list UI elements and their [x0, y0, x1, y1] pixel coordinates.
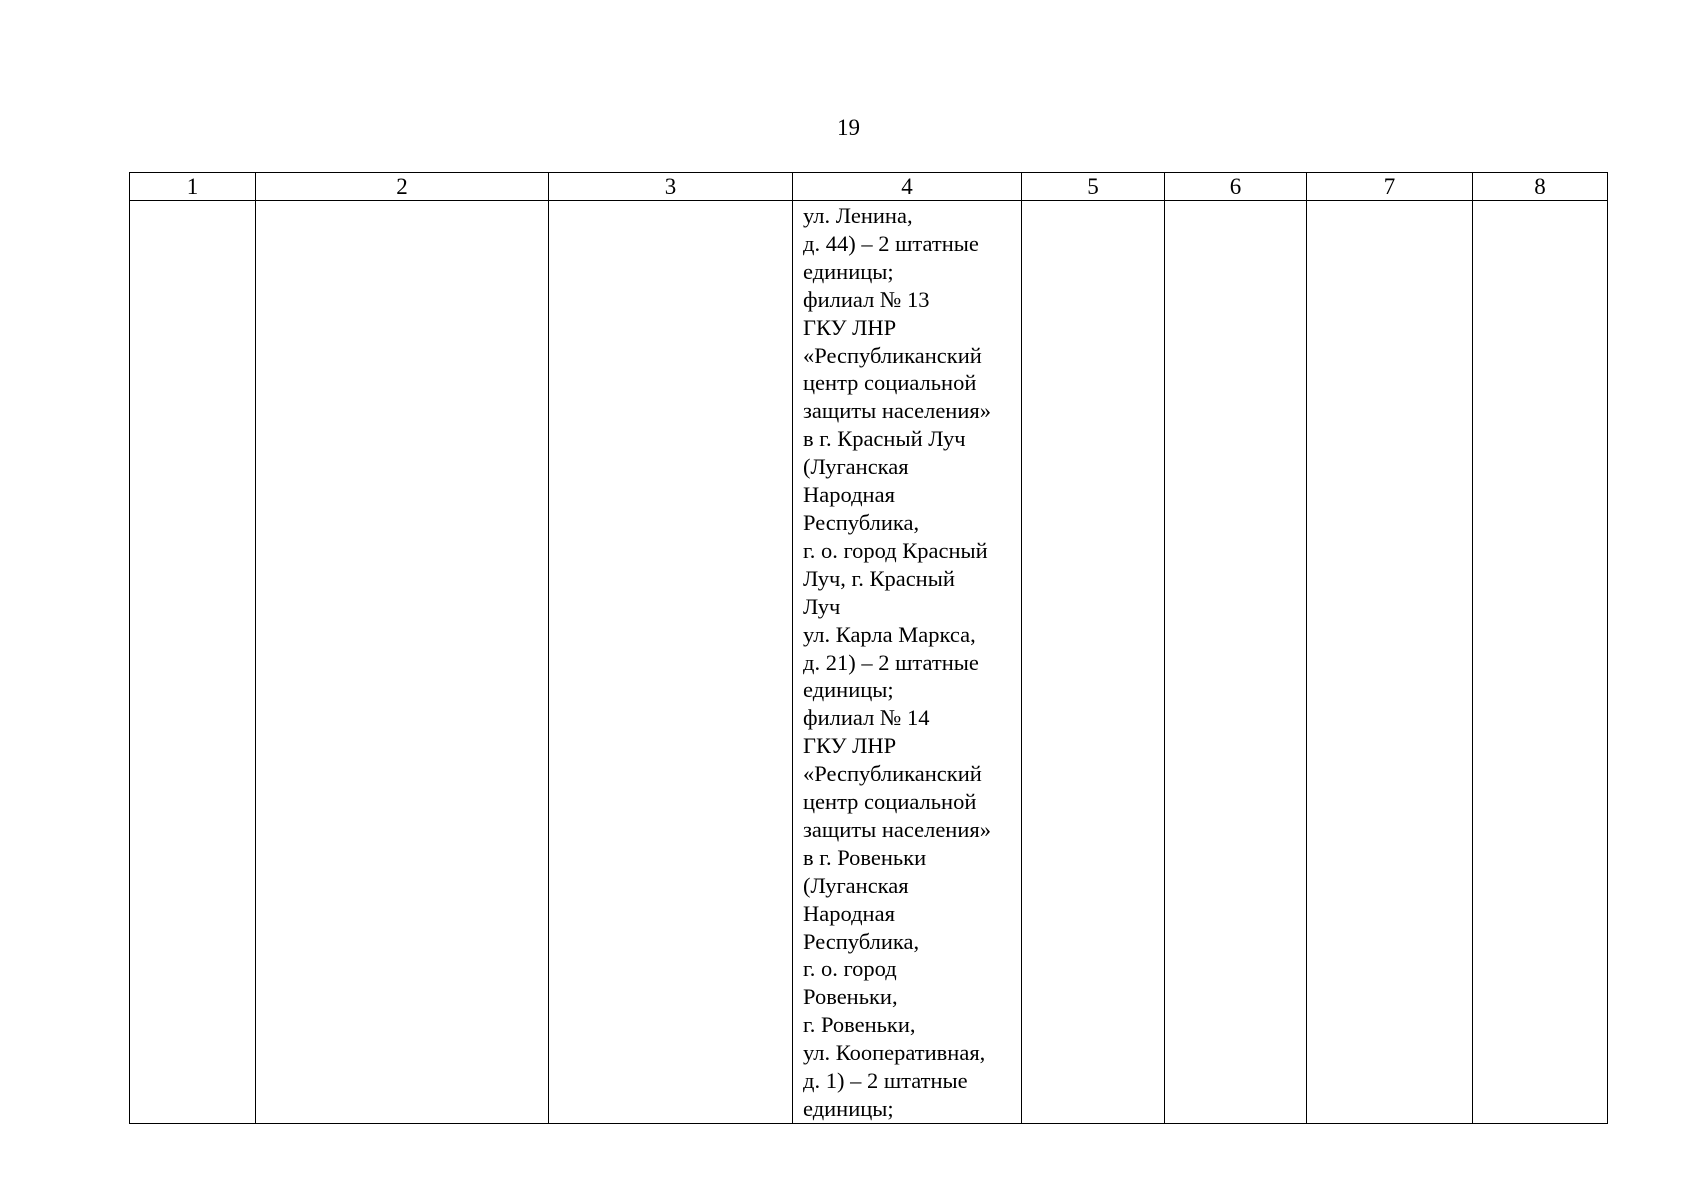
- text-line: единицы;: [803, 677, 894, 703]
- text-line: «Республиканский: [803, 342, 982, 368]
- text-line: филиал № 14: [803, 705, 930, 731]
- text-line: единицы;: [803, 258, 894, 284]
- text-line: Луч: [803, 593, 841, 619]
- cell-col-3: [549, 201, 793, 1124]
- column-header-7: 7: [1307, 173, 1473, 201]
- text-line: г. о. город: [803, 956, 897, 982]
- text-line: филиал № 13: [803, 286, 930, 312]
- staffing-table: [129, 172, 1608, 1124]
- text-line: защиты населения»: [803, 816, 991, 842]
- text-line: (Луганская: [803, 872, 909, 898]
- text-line: Народная: [803, 482, 895, 508]
- text-line: (Луганская: [803, 454, 909, 480]
- text-line: ГКУ ЛНР: [803, 733, 897, 759]
- column-header-3: 3: [549, 173, 793, 201]
- branch-addresses-text: [793, 201, 1021, 1123]
- text-line: Республика,: [803, 928, 920, 954]
- text-line: г. о. город Красный: [803, 537, 988, 563]
- cell-col-1: [130, 201, 256, 1124]
- cell-col-5: [1022, 201, 1165, 1124]
- text-line: Народная: [803, 900, 895, 926]
- text-line: ГКУ ЛНР: [803, 314, 897, 340]
- header-row: [130, 173, 1608, 201]
- text-line: защиты населения»: [803, 398, 991, 424]
- text-line: д. 1) – 2 штатные: [803, 1068, 968, 1094]
- cell-col-4: [793, 201, 1022, 1124]
- cell-col-7: [1307, 201, 1473, 1124]
- text-line: центр социальной: [803, 789, 977, 815]
- text-line: «Республиканский: [803, 761, 982, 787]
- column-header-8: 8: [1473, 173, 1608, 201]
- page-number: 19: [837, 115, 860, 140]
- text-line: центр социальной: [803, 370, 977, 396]
- text-line: д. 21) – 2 штатные: [803, 649, 979, 675]
- text-line: в г. Красный Луч: [803, 426, 966, 452]
- column-header-4: 4: [793, 173, 1022, 201]
- cell-col-2: [256, 201, 549, 1124]
- text-line: д. 44) – 2 штатные: [803, 230, 979, 256]
- column-header-5: 5: [1022, 173, 1165, 201]
- column-header-2: 2: [256, 173, 549, 201]
- text-line: г. Ровеньки,: [803, 1012, 916, 1038]
- column-header-1: 1: [130, 173, 256, 201]
- table-row: [130, 201, 1608, 1124]
- text-line: Ровеньки,: [803, 984, 898, 1010]
- text-line: в г. Ровеньки: [803, 844, 927, 870]
- text-line: единицы;: [803, 1096, 894, 1121]
- text-line: ул. Карла Маркса,: [803, 621, 976, 647]
- text-line: Республика,: [803, 509, 920, 535]
- cell-col-8: [1473, 201, 1608, 1124]
- column-header-6: 6: [1165, 173, 1307, 201]
- text-line: Луч, г. Красный: [803, 565, 955, 591]
- cell-col-6: [1165, 201, 1307, 1124]
- text-line: ул. Ленина,: [803, 203, 913, 228]
- text-line: ул. Кооперативная,: [803, 1040, 986, 1066]
